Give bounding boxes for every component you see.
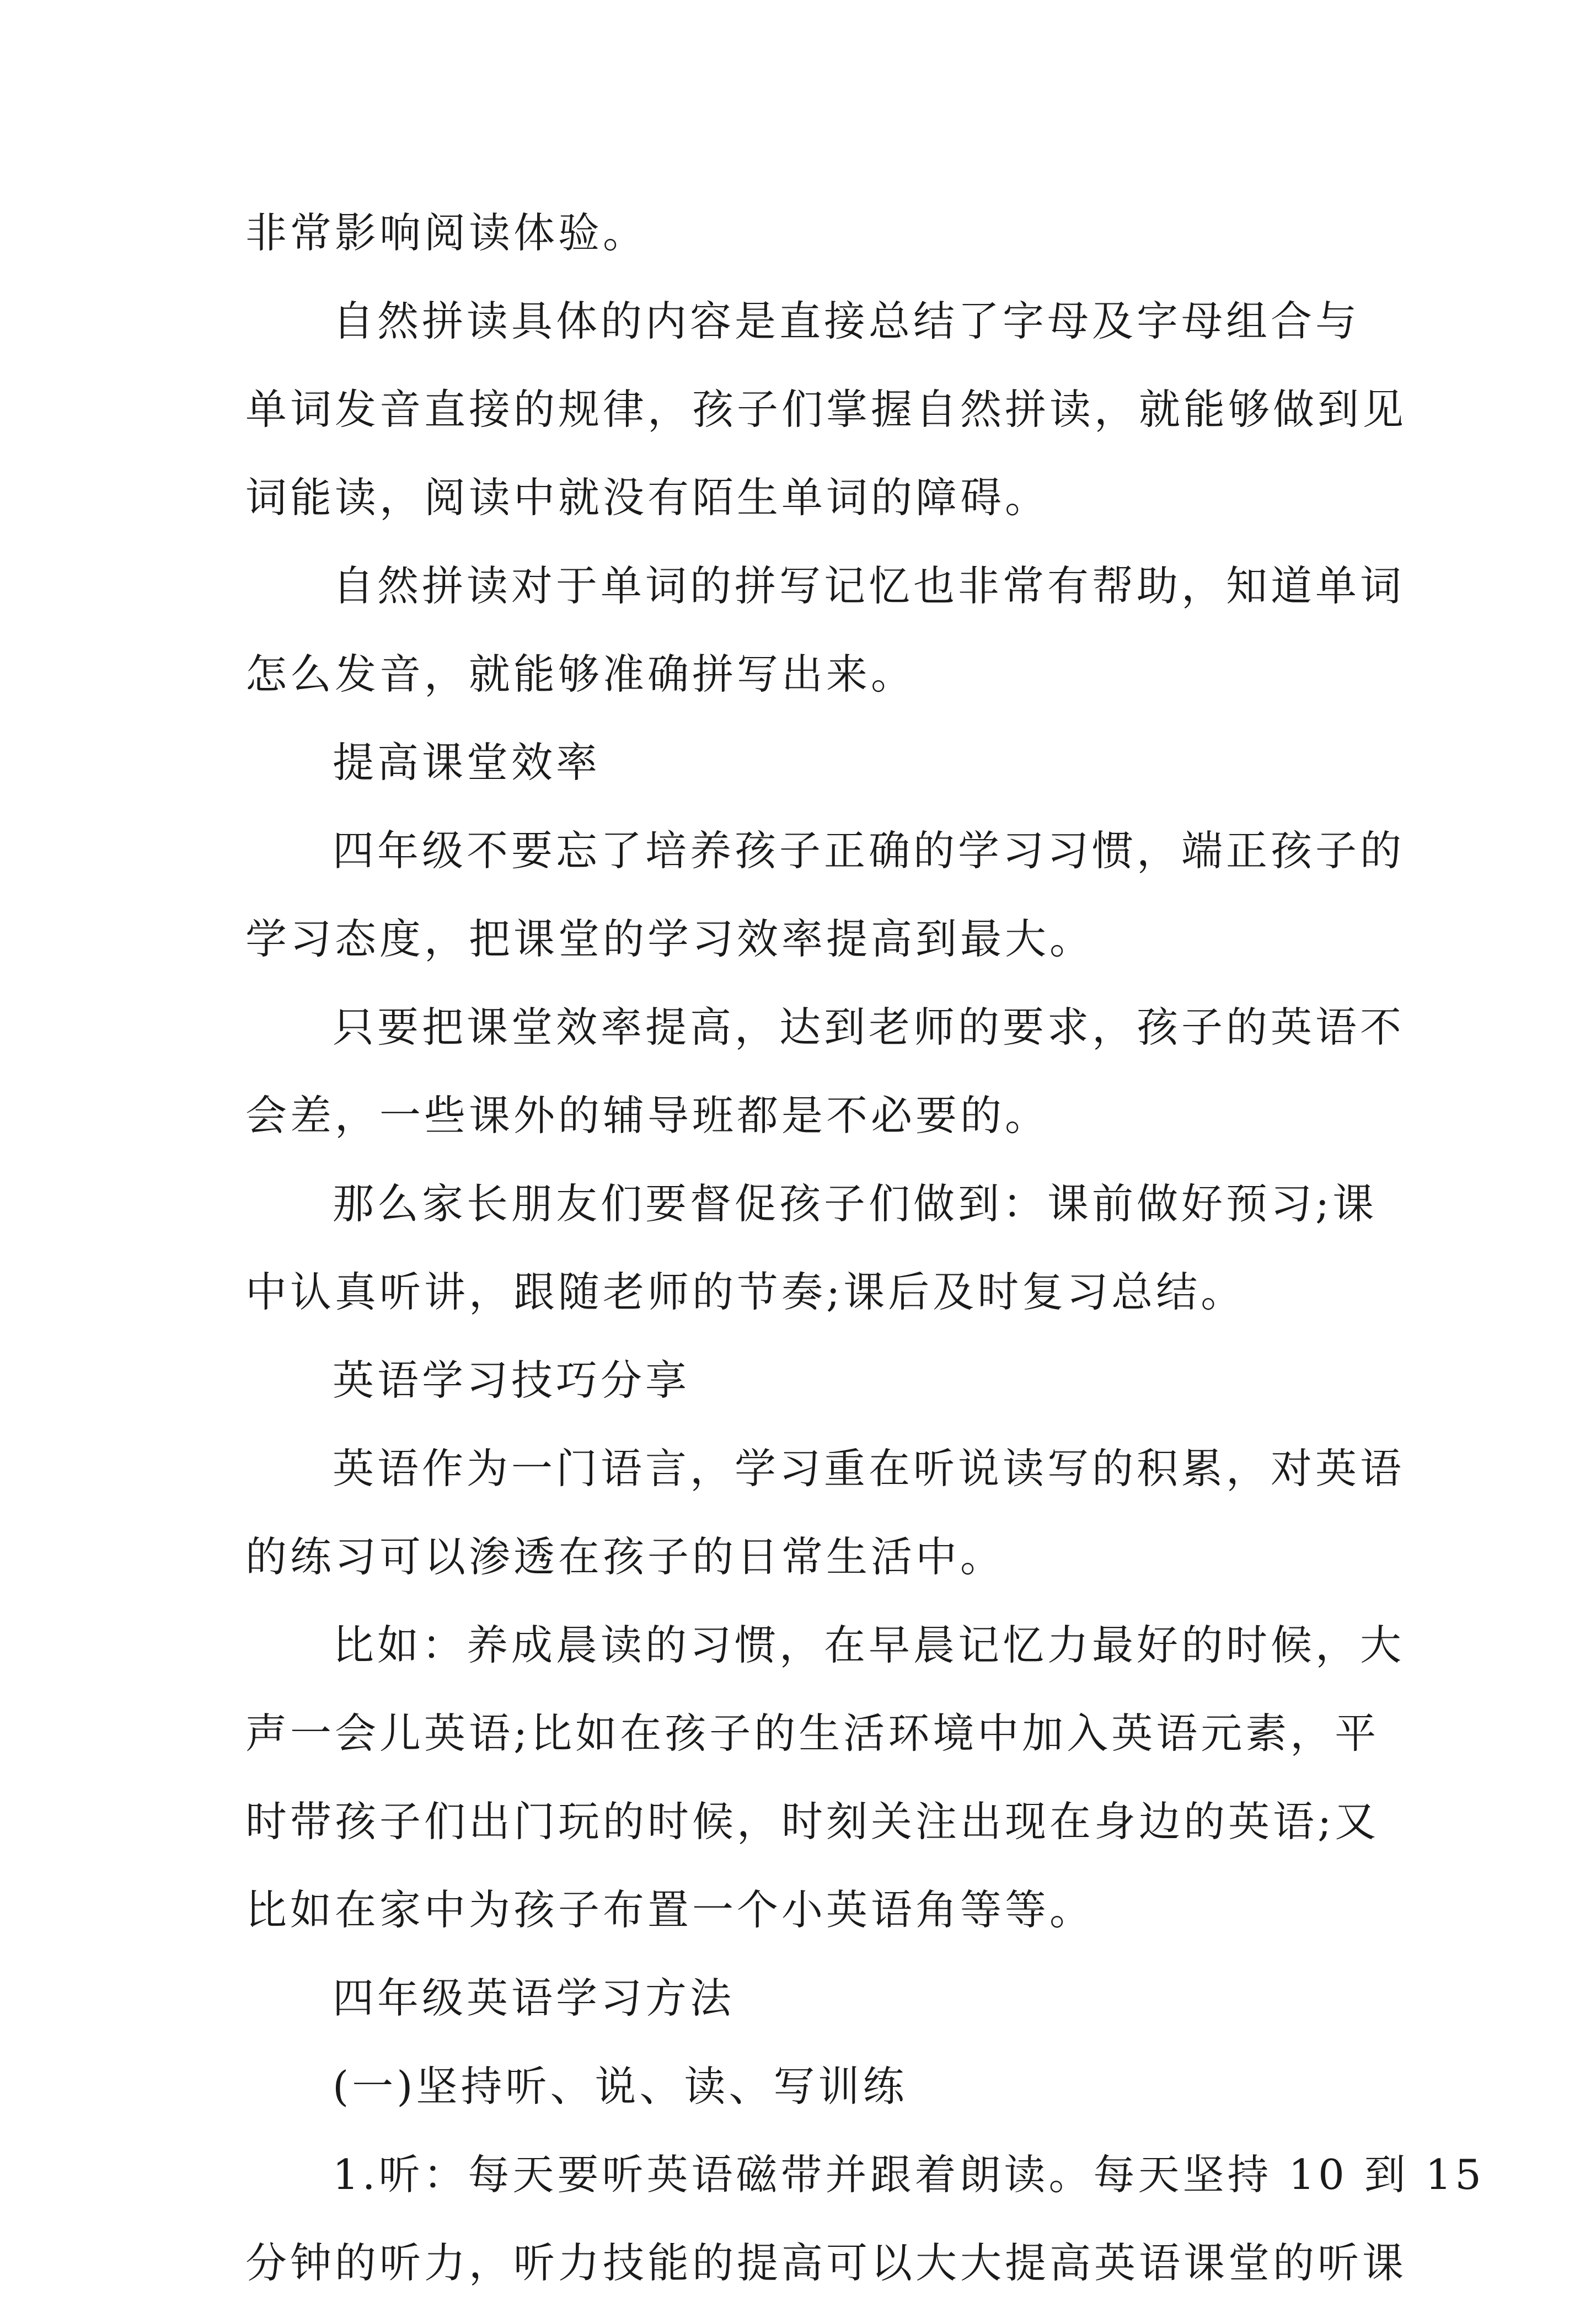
section-heading — [245, 1336, 1381, 1424]
text-line: 中认真听讲，跟随老师的节奏;课后及时复习总结。 — [245, 1268, 1246, 1316]
paragraph — [245, 1424, 1405, 1601]
text-line: 怎么发音，就能够准确拼写出来。 — [245, 650, 916, 698]
text-line: 时带孩子们出门玩的时候，时刻关注出现在身边的英语;又 — [245, 1797, 1380, 1846]
text-line: 只要把课堂效率提高，达到老师的要求，孩子的英语不 — [333, 1003, 1405, 1051]
text-line: 英语作为一门语言，学习重在听说读写的积累，对英语 — [333, 1444, 1405, 1493]
text-line: 词能读，阅读中就没有陌生单词的障碍。 — [245, 473, 1050, 522]
text-line: 会差，一些课外的辅导班都是不必要的。 — [245, 1091, 1050, 1140]
text-line: 单词发音直接的规律，孩子们掌握自然拼读，就能够做到见 — [245, 385, 1407, 434]
text-line: 四年级不要忘了培养孩子正确的学习习惯，端正孩子的 — [333, 826, 1405, 875]
text-line: 的练习可以渗透在孩子的日常生活中。 — [245, 1532, 1005, 1581]
paragraph — [245, 1601, 1405, 1954]
heading-text: 提高课堂效率 — [333, 738, 601, 787]
text-line: 自然拼读具体的内容是直接总结了字母及字母组合与 — [333, 297, 1361, 345]
section-heading — [245, 1954, 1381, 2042]
heading-text: (一)坚持听、说、读、写训练 — [333, 2062, 908, 2111]
text-line: 比如：养成晨读的习惯，在早晨记忆力最好的时候，大 — [333, 1621, 1405, 1669]
text-line: 分钟的听力，听力技能的提高可以大大提高英语课堂的听课 — [245, 2239, 1407, 2287]
text-line: 1.听：每天要听英语磁带并跟着朗读。每天坚持 10 到 15 — [333, 2150, 1485, 2199]
text-line: 那么家长朋友们要督促孩子们做到：课前做好预习;课 — [333, 1179, 1378, 1228]
paragraph — [245, 1160, 1381, 1336]
section-heading — [245, 718, 1381, 807]
text-line: 比如在家中为孩子布置一个小英语角等等。 — [245, 1886, 1095, 1934]
sub-heading — [245, 2042, 1381, 2130]
paragraph — [245, 277, 1407, 542]
text-line: 自然拼读对于单词的拼写记忆也非常有帮助，知道单词 — [333, 562, 1405, 610]
text-line: 声一会儿英语;比如在孩子的生活环境中加入英语元素，平 — [245, 1709, 1380, 1758]
document-body — [245, 189, 1485, 2307]
text-line: 非常影响阅读体验。 — [245, 209, 648, 257]
text-line: 学习态度，把课堂的学习效率提高到最大。 — [245, 915, 1095, 963]
paragraph — [245, 542, 1405, 718]
paragraph — [245, 983, 1405, 1160]
heading-text: 英语学习技巧分享 — [333, 1356, 690, 1405]
heading-text: 四年级英语学习方法 — [333, 1974, 735, 2022]
paragraph — [245, 189, 1381, 277]
paragraph — [245, 2130, 1485, 2307]
paragraph — [245, 807, 1405, 983]
